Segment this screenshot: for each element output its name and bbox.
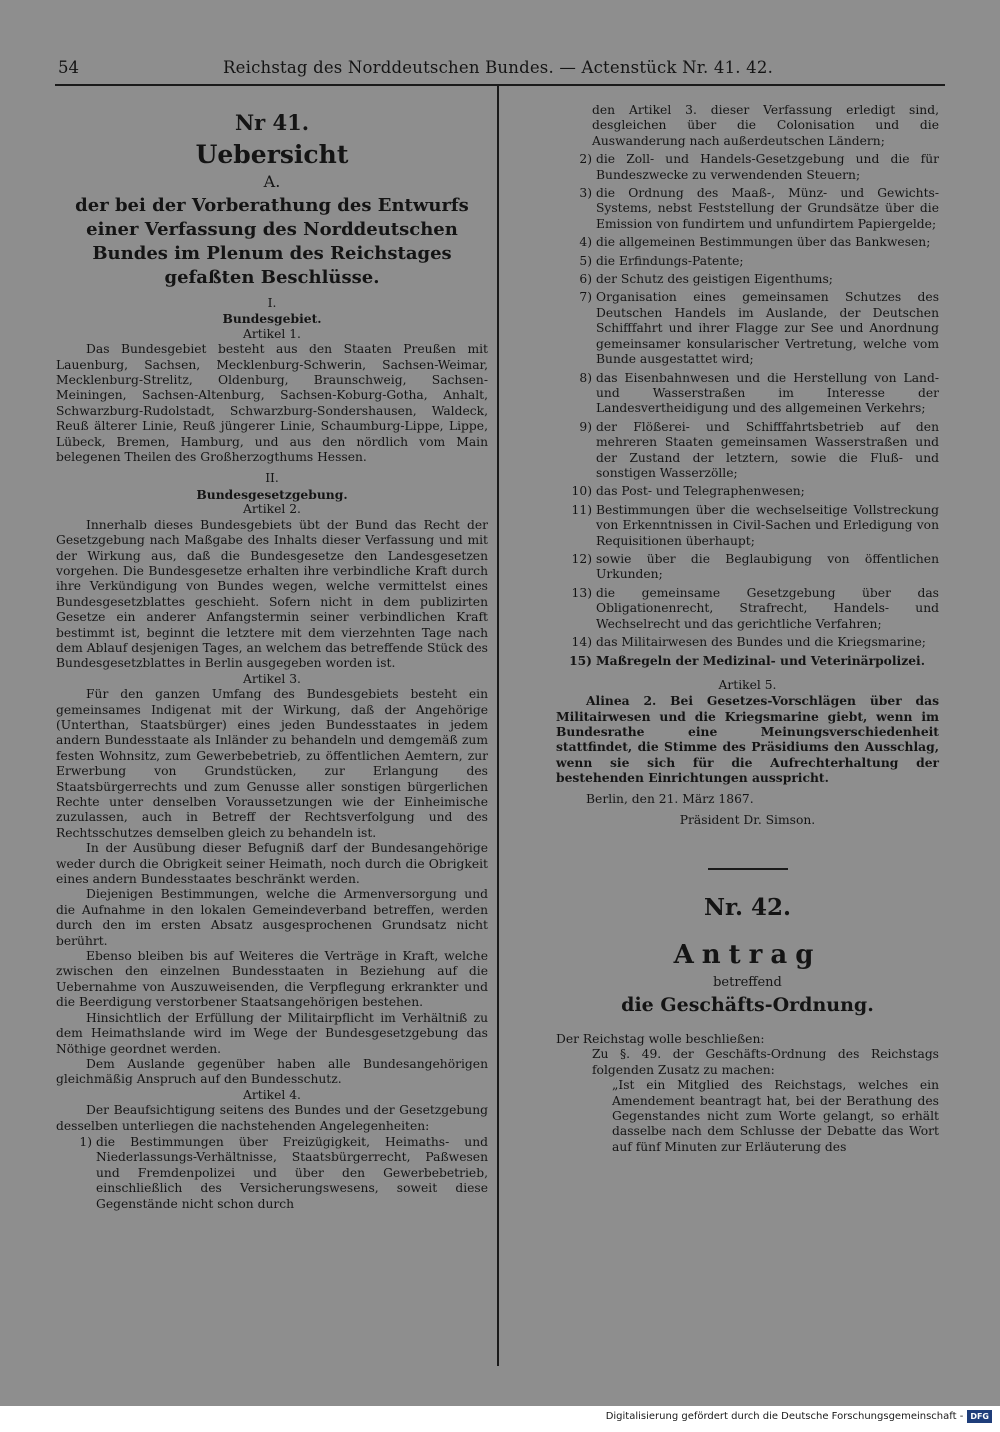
item-number: 5) (579, 253, 592, 268)
item-text: die Ordnung des Maaß-, Münz- und Gewichts-Systems, nebst Feststellung der Grundsätze über die Emission von fundirtem und unfundirtem Papiergelde; (596, 186, 939, 231)
section-1-roman: I. (267, 296, 277, 310)
item-number: 13) (571, 585, 592, 600)
section-2-roman: II. (265, 471, 279, 486)
item-text: das Post- und Telegraphenwesen; (596, 484, 805, 499)
item-number: 11) (571, 502, 592, 517)
item-text: der Flößerei- und Schifffahrtsbetrieb auf den mehreren Staaten gemeinsamen Wasserstraßen und der Zustand der letztern, sowie die Fluß- und sonstigen Wasserzölle; (596, 419, 939, 480)
item-number: 6) (579, 272, 592, 287)
article-3-paragraph: Für den ganzen Umfang des Bundesgebiets besteht ein gemeinsames Indigenat mit der Wirkung, daß der Angehörige (Unterthan, Staatsbürger) eines jeden Bundesstaates in jedem andern Bundesstaate als Inländer zu behandeln und demgemäß zum festen Wohnsitz, zum Gewerbebetrieb, zu öffentlichen Aemtern, zur Erwerbung von Grundstücken, zur Erlangung des Staatsbürgerrechts und zum Genusse aller sonstigen bürgerlichen Rechte unter denselben Voraussetzungen wie der Einheimische zuzulassen, auch in Betreff der Rechtsverfolgung und des Rechtsschutzes demselben gleich zu behandeln ist. (56, 687, 488, 840)
motion-heading: Antrag (673, 939, 822, 970)
list-item (556, 254, 939, 269)
list-item (556, 420, 939, 482)
document-title: der bei der Vorberathung des Entwurfs einer Verfassung des Norddeutschen Bundes im Plenum des Reichstages gefaßten Beschlüsse. (75, 195, 469, 288)
list-item (556, 552, 939, 583)
document-number: Nr 41. (234, 110, 310, 135)
item-text: die Zoll- und Handels-Gesetzgebung und die für Bundeszwecke zu verwendenden Steuern; (596, 152, 939, 182)
article-3-paragraph: Ebenso bleiben bis auf Weiteres die Verträge in Kraft, welche zwischen den einzelnen Bundesstaaten in Beziehung auf die Uebernahme von Auszuweisenden, die Verpflegung erkrankter und die Beerdigung verstorbener Staatsangehörigen bestehen. (56, 949, 488, 1010)
motion-subject: die Geschäfts-Ordnung. (621, 993, 874, 1016)
date-line: Berlin, den 21. März 1867. (586, 791, 754, 806)
article-2-title: Artikel 2. (243, 502, 301, 517)
president-signature: Präsident Dr. Simson. (679, 813, 816, 828)
item-number: 7) (579, 290, 592, 305)
item-number: 9) (579, 419, 592, 434)
item-number: 3) (579, 186, 592, 201)
article-3-paragraph: Hinsichtlich der Erfüllung der Militairpflicht im Verhältniß zu dem Heimathslande wird im Wege der Bundesgesetzgebung das Nöthige geordnet werden. (56, 1010, 488, 1056)
item-text: die gemeinsame Gesetzgebung über das Obligationenrecht, Strafrecht, Handels- und Wechselrecht und das gerichtliche Verfahren; (596, 585, 939, 631)
item-number: 4) (579, 235, 592, 250)
list-item (556, 635, 939, 650)
list-item (56, 1135, 488, 1212)
article-3-paragraph: Diejenigen Bestimmungen, welche die Armenversorgung und die Aufnahme in den lokalen Gemeindeverband betreffen, werden durch den im ersten Absatz ausgesprochenen Grundsatz nicht berührt. (56, 887, 488, 948)
amendment-intro: Zu §. 49. der Geschäfts-Ordnung des Reichstags folgenden Zusatz zu machen: (592, 1047, 939, 1077)
article-3-paragraph: Dem Auslande gegenüber haben alle Bundesangehörigen gleichmäßig Anspruch auf den Bundesschutz. (56, 1056, 488, 1087)
document-heading: Uebersicht (195, 140, 349, 169)
item-continuation: den Artikel 3. dieser Verfassung erledigt sind, desgleichen über die Colonisation und die Auswanderung nach außerdeutschen Ländern; (592, 103, 939, 148)
running-title: Reichstag des Norddeutschen Bundes. — Actenstück Nr. 41. 42. (223, 58, 774, 77)
list-item (556, 186, 939, 232)
item-text: Maßregeln der Medizinal- und Veterinärpolizei. (596, 653, 925, 669)
list-item (556, 235, 939, 250)
list-item (556, 290, 939, 367)
item-text: Bestimmungen über die wechselseitige Vollstreckung von Erkenntnissen in Civil-Sachen und Erledigung von Requisitionen überhaupt; (596, 502, 939, 548)
left-column (56, 96, 488, 1215)
right-column (556, 103, 939, 1155)
list-item (556, 371, 939, 417)
article-3-title: Artikel 3. (243, 671, 301, 686)
section-divider (708, 868, 788, 870)
item-text: Organisation eines gemeinsamen Schutzes des Deutschen Handels im Auslande, der Deutschen Schifffahrt und ihrer Flagge zur See und Anordnung gemeinsamer konsularischer Vertretung, welche vom Bunde ausgestattet wird; (596, 290, 939, 367)
item-text: die Bestimmungen über Freizügigkeit, Heimaths- und Niederlassungs-Verhältnisse, Staatsbürgerrecht, Paßwesen und Fremdenpolizei und über den Gewerbebetrieb, einschließlich des Versicherungswesens, soweit diese Gegenstände nicht schon durch (96, 1134, 488, 1211)
dfg-logo: DFG (967, 1410, 992, 1423)
document-number: Nr. 42. (703, 894, 792, 922)
header-rule (55, 84, 945, 86)
article-3-paragraph: In der Ausübung dieser Befugniß darf der Bundesangehörige weder durch die Obrigkeit seiner Heimath, noch durch die Obrigkeit eines andern Bundesstaates beschränkt werden. (56, 841, 488, 887)
section-2-title: Bundesgesetzgebung. (196, 486, 348, 502)
item-text: das Militairwesen des Bundes und die Kriegsmarine; (596, 635, 926, 649)
section-1-title: Bundesgebiet. (222, 311, 322, 327)
item-number: 14) (571, 635, 592, 649)
item-text: die allgemeinen Bestimmungen über das Bankwesen; (596, 235, 931, 250)
article-5-text: Alinea 2. Bei Gesetzes-Vorschlägen über das Militairwesen und die Kriegsmarine giebt, wenn im Bundesrathe eine Meinungsverschiedenheit stattfindet, die Stimme des Präsidiums den Ausschlag, wenn sie sich für die Aufrechterhaltung der bestehenden Einrichtungen ausspricht. (556, 693, 939, 786)
page-number: 54 (58, 58, 79, 77)
article-4-intro: Der Beaufsichtigung seitens des Bundes und der Gesetzgebung desselben unterliegen die nachstehenden Angelegenheiten: (56, 1103, 488, 1133)
resolution-line: Der Reichstag wolle beschließen: (556, 1031, 765, 1046)
motion-subject-label: betreffend (713, 974, 782, 990)
column-rule (497, 86, 499, 1366)
article-2-text: Innerhalb dieses Bundesgebiets übt der Bund das Recht der Gesetzgebung nach Maßgabe des Inhalts dieser Verfassung und mit der Wirkung aus, daß die Bundesgesetze den Landesgesetzen vorgehen. Die Bundesgesetze erhalten ihre verbindliche Kraft durch ihre Verkündigung von Bundes wegen, welche vermittelst eines Bundesgesetzblattes geschieht. Sofern nicht in dem publizirten Gesetze ein anderer Anfangstermin seiner verbindlichen Kraft bestimmt ist, beginnt die letztere mit dem vierzehnten Tage nach dem Ablauf desjenigen Tages, an welchem das betreffende Stück des Bundesgesetzblattes in Berlin ausgegeben worden ist. (56, 517, 488, 671)
digitization-credit (606, 1410, 992, 1423)
list-item (556, 152, 939, 183)
article-5-title: Artikel 5. (718, 677, 777, 692)
item-text: das Eisenbahnwesen und die Herstellung von Land- und Wasserstraßen im Interesse der Landesvertheidigung und des allgemeinen Verkehrs; (596, 370, 939, 416)
list-item (556, 484, 939, 499)
running-header (58, 58, 942, 82)
article-1-text: Das Bundesgebiet besteht aus den Staaten Preußen mit Lauenburg, Sachsen, Mecklenburg-Schwerin, Sachsen-Weimar, Mecklenburg-Strelitz, Oldenburg, Braunschweig, Sachsen-Meiningen, Sachsen-Altenburg, Sachsen-Koburg-Gotha, Anhalt, Schwarzburg-Rudolstadt, Schwarzburg-Sondershausen, Waldeck, Reuß älterer Linie, Reuß jüngerer Linie, Schaumburg-Lippe, Lippe, Lübeck, Bremen, Hamburg, und aus den nördlich vom Main belegenen Theilen des Großherzogthums Hessen. (56, 342, 488, 465)
article-1-title: Artikel 1. (243, 326, 301, 341)
amendment-quote: „Ist ein Mitglied des Reichstags, welches ein Amendement beantragt hat, bei der Berathung des Gegenstandes nicht zum Worte gelangt, so erhält dasselbe nach dem Schlusse der Debatte das Wort auf fünf Minuten zur Erläuterung des (612, 1078, 939, 1154)
item-text: die Erfindungs-Patente; (596, 253, 744, 268)
credit-text: Digitalisierung gefördert durch die Deutsche Forschungsgemeinschaft - (605, 1411, 964, 1422)
article-4-title: Artikel 4. (243, 1087, 301, 1102)
item-number: 1) (79, 1134, 92, 1149)
list-item (556, 586, 939, 632)
section-letter: A. (263, 172, 281, 191)
list-item (556, 503, 939, 549)
item-text: sowie über die Beglaubigung von öffentlichen Urkunden; (596, 551, 939, 582)
item-number: 2) (579, 152, 592, 167)
item-number: 10) (571, 484, 592, 499)
item-number: 15) (569, 653, 592, 669)
item-text: der Schutz des geistigen Eigenthums; (596, 272, 833, 287)
item-number: 8) (579, 370, 592, 385)
list-item (556, 272, 939, 287)
item-number: 12) (571, 551, 592, 566)
list-item (556, 653, 939, 668)
